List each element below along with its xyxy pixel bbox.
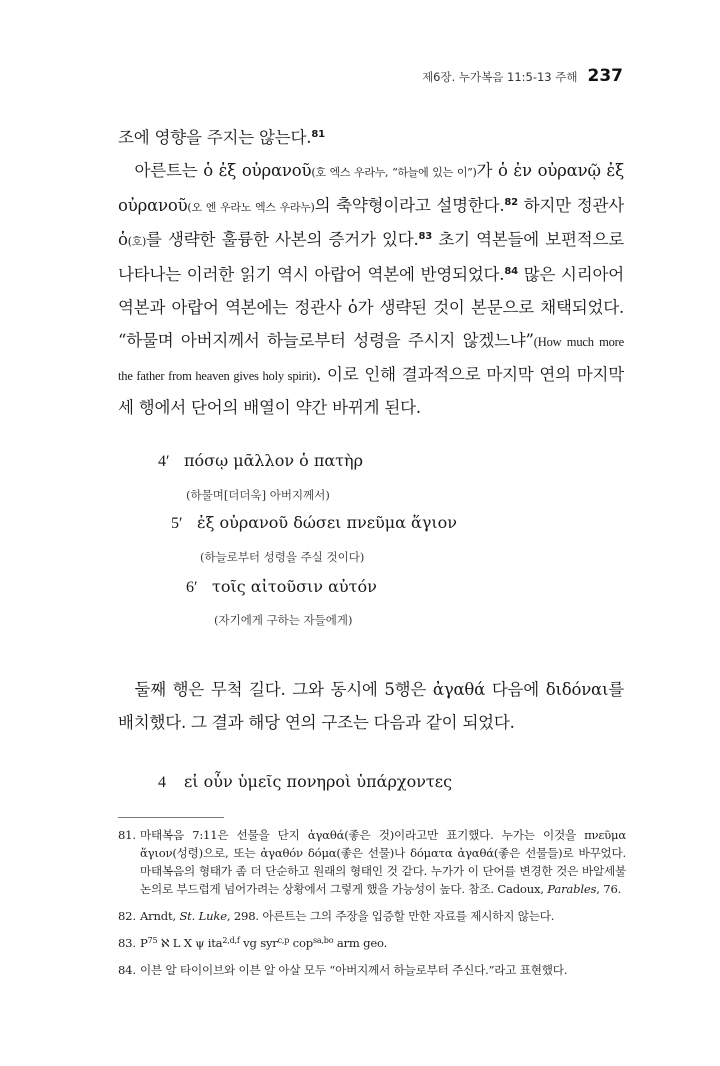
greek-word: ἀγαθά	[307, 828, 345, 842]
paragraph-text: 조에 영향을 주지는 않는다.	[118, 128, 312, 147]
line-number: 4′	[158, 453, 170, 470]
text-run: (좋은 선물들)로 바꾸었다. 마태복음의 형태가 좀 더 단순하고 원래의 형태인 것 같다. 누가가 이 단어를 변경한 것은 바알세불 논의로 부드럽게 넘어가려는 상황에서 그렇게 했을 가능성이 높다. 참조. Cadoux,	[140, 846, 626, 896]
text-run: , 76.	[596, 882, 622, 896]
footnote-number: 81.	[118, 828, 136, 842]
greek-article: ὁ	[347, 297, 358, 317]
text-run: 가 생략된 것이 본문으로 채택되었다. “하물며 아버지께서 하늘로부터 성령을 주시지 않겠느냐”	[118, 297, 624, 350]
transliteration: (오 엔 우라노 엑스 우라누)	[187, 200, 315, 214]
chapter-title: 제6장. 누가복음 11:5-13 주해	[422, 70, 578, 84]
text-run: 아른트는	[134, 160, 204, 180]
stanza-line-4	[158, 772, 452, 792]
footnote-divider	[118, 817, 224, 818]
footnote-text	[140, 826, 626, 898]
text-run: 를 배치했다. 그 결과 해당 연의 구조는 다음과 같이 되었다.	[118, 680, 625, 732]
body-text-2	[118, 674, 624, 740]
text-run: cop	[289, 936, 313, 950]
greek-word: ἀγαθόν δόμα	[260, 846, 337, 860]
stanza-gloss-4prime: (하물며[더더욱] 아버지께서)	[186, 488, 330, 502]
running-header	[422, 66, 623, 86]
greek-line: πόσῳ μᾶλλον ὁ πατὴρ	[184, 451, 364, 470]
footnote-text: 이븐 알 타이이브와 이븐 알 아살 모두 “아버지께서 하늘로부터 주신다.”라고 표현했다.	[140, 963, 568, 977]
text-run: P	[140, 936, 148, 950]
paragraph-2	[118, 155, 624, 425]
superscript: sa,bo	[312, 936, 334, 945]
stanza-line-5prime	[171, 513, 457, 533]
page-number: 237	[587, 66, 623, 86]
text-run: 하지만 정관사	[517, 195, 625, 215]
greek-line: εἰ οὖν ὑμεῖς πονηροὶ ὑπάρχοντες	[184, 772, 453, 791]
footnote-ref-84[interactable]: 84	[504, 266, 518, 278]
paragraph-1	[118, 122, 624, 155]
stanza-line-4prime	[158, 451, 363, 471]
greek-line: τοῖς αἰτοῦσιν αὐτόν	[212, 577, 377, 596]
text-run: vg syr	[239, 936, 278, 950]
superscript: 75	[147, 936, 158, 945]
text-run: (좋은 것)이라고만 표기했다. 누가는 이것을	[344, 828, 585, 842]
footnote-number: 82.	[118, 909, 136, 923]
footnote-82	[118, 907, 626, 925]
footnote-number: 83.	[118, 936, 136, 950]
text-run: 를 생략한 훌륭한 사본의 증거가 있다.	[146, 230, 419, 250]
greek-word: πνεῦμα ἅγιον	[140, 828, 626, 860]
transliteration: (호)	[127, 235, 147, 249]
paragraph-3	[118, 674, 624, 740]
text-run: (성령)으로, 또는	[172, 846, 261, 860]
footnote-text	[140, 934, 626, 952]
text-run: 다음에	[485, 680, 546, 699]
text-run: 많은 시리아어 역본과 아랍어 역본에는 정관사	[118, 265, 624, 317]
footnote-ref-83[interactable]: 83	[418, 231, 433, 243]
footnote-84	[118, 961, 626, 979]
transliteration: (호 엑스 우라누, “하늘에 있는 이”)	[311, 165, 477, 179]
footnote-81	[118, 826, 626, 898]
text-run: 둘째 행은 무척 길다. 그와 동시에 5행은	[134, 680, 433, 699]
footnote-ref-81[interactable]: 81	[311, 129, 325, 140]
greek-phrase: ὁ ἐξ οὐρανοῦ	[203, 160, 312, 180]
text-run: ℵ L X ψ ita	[157, 936, 223, 950]
body-text	[118, 122, 624, 425]
line-number: 5′	[171, 515, 183, 532]
english-translation: (How much more the father from heaven gives holy spirit)	[118, 334, 624, 383]
text-run: 초기 역본들에 보편적으로 나타나는 이러한 읽기 역시 아랍어 역본에 반영되었다.	[118, 230, 624, 285]
superscript: 2,d,f	[222, 936, 240, 945]
line-number: 4	[158, 774, 166, 791]
text-run: Arndt,	[140, 909, 180, 923]
greek-word: διδόναι	[545, 680, 609, 699]
line-number: 6′	[186, 579, 198, 596]
text-run: 가	[476, 160, 498, 180]
book-title: Parables	[547, 882, 597, 896]
greek-word: δόματα ἀγαθά	[410, 846, 494, 860]
text-run: arm geo.	[333, 936, 388, 950]
footnote-number: 84.	[118, 963, 136, 977]
superscript: c,p	[277, 936, 290, 945]
stanza-gloss-5prime: (하늘로부터 성령을 주실 것이다)	[200, 550, 365, 564]
text-run: , 298. 아른트는 그의 주장을 입증할 만한 자료를 제시하지 않는다.	[226, 909, 555, 923]
footnote-text	[140, 907, 626, 925]
greek-article: ὁ	[118, 230, 128, 250]
footnote-ref-82[interactable]: 82	[504, 196, 518, 208]
text-run: . 이로 인해 결과적으로 마지막 연의 마지막 세 행에서 단어의 배열이 약간 바뀌게 된다.	[118, 364, 624, 418]
stanza-line-6prime	[186, 577, 377, 597]
text-run: (좋은 선물)나	[336, 846, 411, 860]
footnotes	[118, 826, 626, 988]
text-run: 의 축약형이라고 설명한다.	[314, 195, 505, 215]
greek-word: ἀγαθά	[432, 680, 486, 699]
stanza-gloss-6prime: (자기에게 구하는 자들에게)	[214, 613, 353, 627]
book-title: St. Luke	[179, 909, 227, 923]
footnote-83	[118, 934, 626, 952]
greek-phrase: ὁ ἐν οὐρανῷ ἐξ οὐρανοῦ	[118, 160, 624, 215]
text-run: 마태복음 7:11은 선물을 단지	[140, 828, 308, 842]
greek-line: ἐξ οὐρανοῦ δώσει πνεῦμα ἅγιον	[197, 513, 458, 532]
